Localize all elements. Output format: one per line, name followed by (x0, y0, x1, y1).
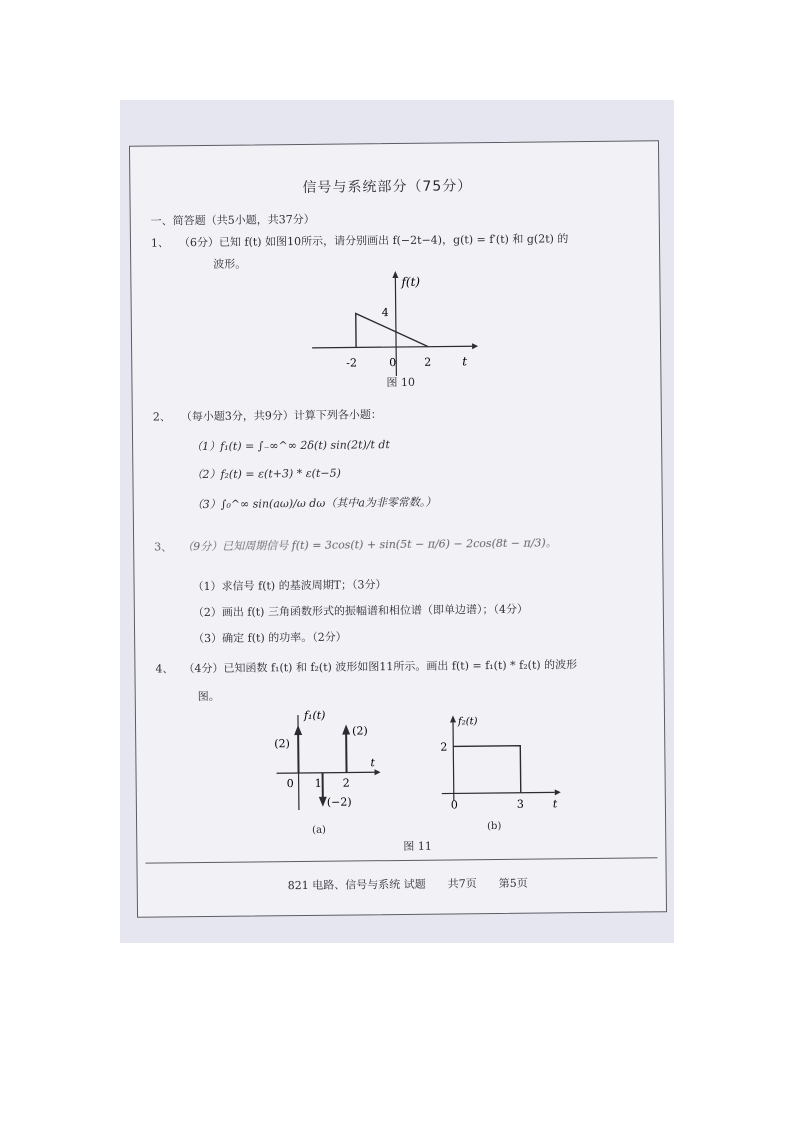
part-heading: 一、简答题（共5小题，共37分） (150, 212, 315, 228)
fig11a-impulse-2-arrow-icon (342, 725, 350, 735)
fig10-tick-neg2: -2 (346, 356, 358, 370)
fig10-y-arrow-icon (392, 271, 398, 278)
fig11a-tick-2: 2 (342, 776, 350, 790)
q3-number: 3、 (154, 540, 173, 554)
fig10-caption: 图 10 (386, 375, 416, 390)
figure-11a (266, 704, 387, 815)
fig11a-x-axis (277, 772, 375, 773)
fig11a-tick-0: 0 (286, 777, 294, 791)
fig11b-tick-3: 3 (516, 797, 524, 811)
fig11b-y-axis (453, 718, 454, 800)
fig11-caption: 图 11 (403, 839, 432, 853)
q2-item-2: （2）f₂(t) = ε(t+3) * ε(t−5) (191, 466, 341, 482)
q2-number: 2、 (152, 410, 171, 424)
fig11b-tick-0: 0 (450, 798, 458, 812)
exam-page (129, 140, 667, 918)
q2-item-1: （1）f₁(t) = ∫₋∞^∞ 2δ(t) sin(2t)/t dt (191, 438, 390, 454)
fig10-x-axis (312, 346, 472, 348)
fig11a-impulse-0-arrow-icon (294, 725, 302, 735)
fig11a-impulse-right-label: (2) (352, 724, 368, 738)
fig10-tick-0: 0 (389, 356, 397, 370)
fig10-waveform (356, 313, 428, 348)
footer-divider (145, 857, 657, 863)
figure-10 (301, 265, 482, 387)
figure-11b (426, 707, 567, 813)
q4-text-cont: 图。 (197, 689, 220, 704)
fig11b-caption: (b) (487, 820, 502, 833)
q4-text: （4分）已知函数 f₁(t) 和 f₂(t) 波形如图11所示。画出 f(t) = f₁(t) * f₂(t) 的波形 (183, 658, 578, 676)
fig11b-xlabel: t (552, 797, 558, 811)
q4-number: 4、 (155, 662, 174, 676)
page-footer: 821 电路、信号与系统 试题 共7页 第5页 (287, 876, 528, 893)
fig11a-impulse-1-arrow-icon (319, 797, 327, 807)
q3-text: （9分）已知周期信号 f(t) = 3cos(t) + sin(5t − π/6) − 2cos(8t − π/3)。 (182, 536, 557, 554)
q2-item-3: （3）∫₀^∞ sin(aω)/ω dω（其中a为非零常数。） (191, 495, 437, 512)
fig11a-impulse-neg-label: (−2) (326, 795, 352, 809)
fig10-peak-label: 4 (381, 306, 389, 320)
q1-text-cont: 波形。 (213, 257, 247, 271)
q1-number: 1、 (150, 236, 170, 250)
fig11a-impulse-left-label: (2) (274, 737, 290, 751)
fig11b-ylabel: f₂(t) (457, 716, 478, 728)
fig10-xlabel: t (462, 354, 468, 369)
fig11a-ylabel: f₁(t) (303, 708, 326, 722)
fig10-tick-2: 2 (424, 355, 432, 369)
q2-text: （每小题3分，共9分）计算下列各小题： (180, 408, 382, 424)
fig10-x-arrow-icon (472, 343, 478, 349)
section-title: 信号与系统部分（75分） (302, 178, 473, 196)
fig11b-level-label: 2 (440, 740, 448, 754)
fig11b-waveform (453, 746, 520, 794)
fig11a-x-arrow-icon (375, 769, 381, 775)
q1-text: （6分）已知 f(t) 如图10所示，请分别画出 f(−2t−4)，g(t) = f′(t) 和 g(2t) 的 (178, 232, 569, 250)
q3-item-3: （3）确定 f(t) 的功率。（2分） (193, 630, 347, 646)
fig11a-xlabel: t (370, 756, 375, 770)
q3-item-2: （2）画出 f(t) 三角函数形式的振幅谱和相位谱（即单边谱）；（4分） (192, 602, 528, 620)
fig11b-y-arrow-icon (450, 715, 456, 722)
fig10-ylabel: f(t) (401, 274, 421, 289)
fig11b-x-axis (442, 792, 555, 793)
fig11a-tick-1: 1 (314, 776, 322, 790)
q3-item-1: （1）求信号 f(t) 的基波周期T；（3分） (192, 578, 387, 594)
fig11b-x-arrow-icon (555, 789, 561, 795)
fig11a-caption: (a) (312, 824, 326, 836)
